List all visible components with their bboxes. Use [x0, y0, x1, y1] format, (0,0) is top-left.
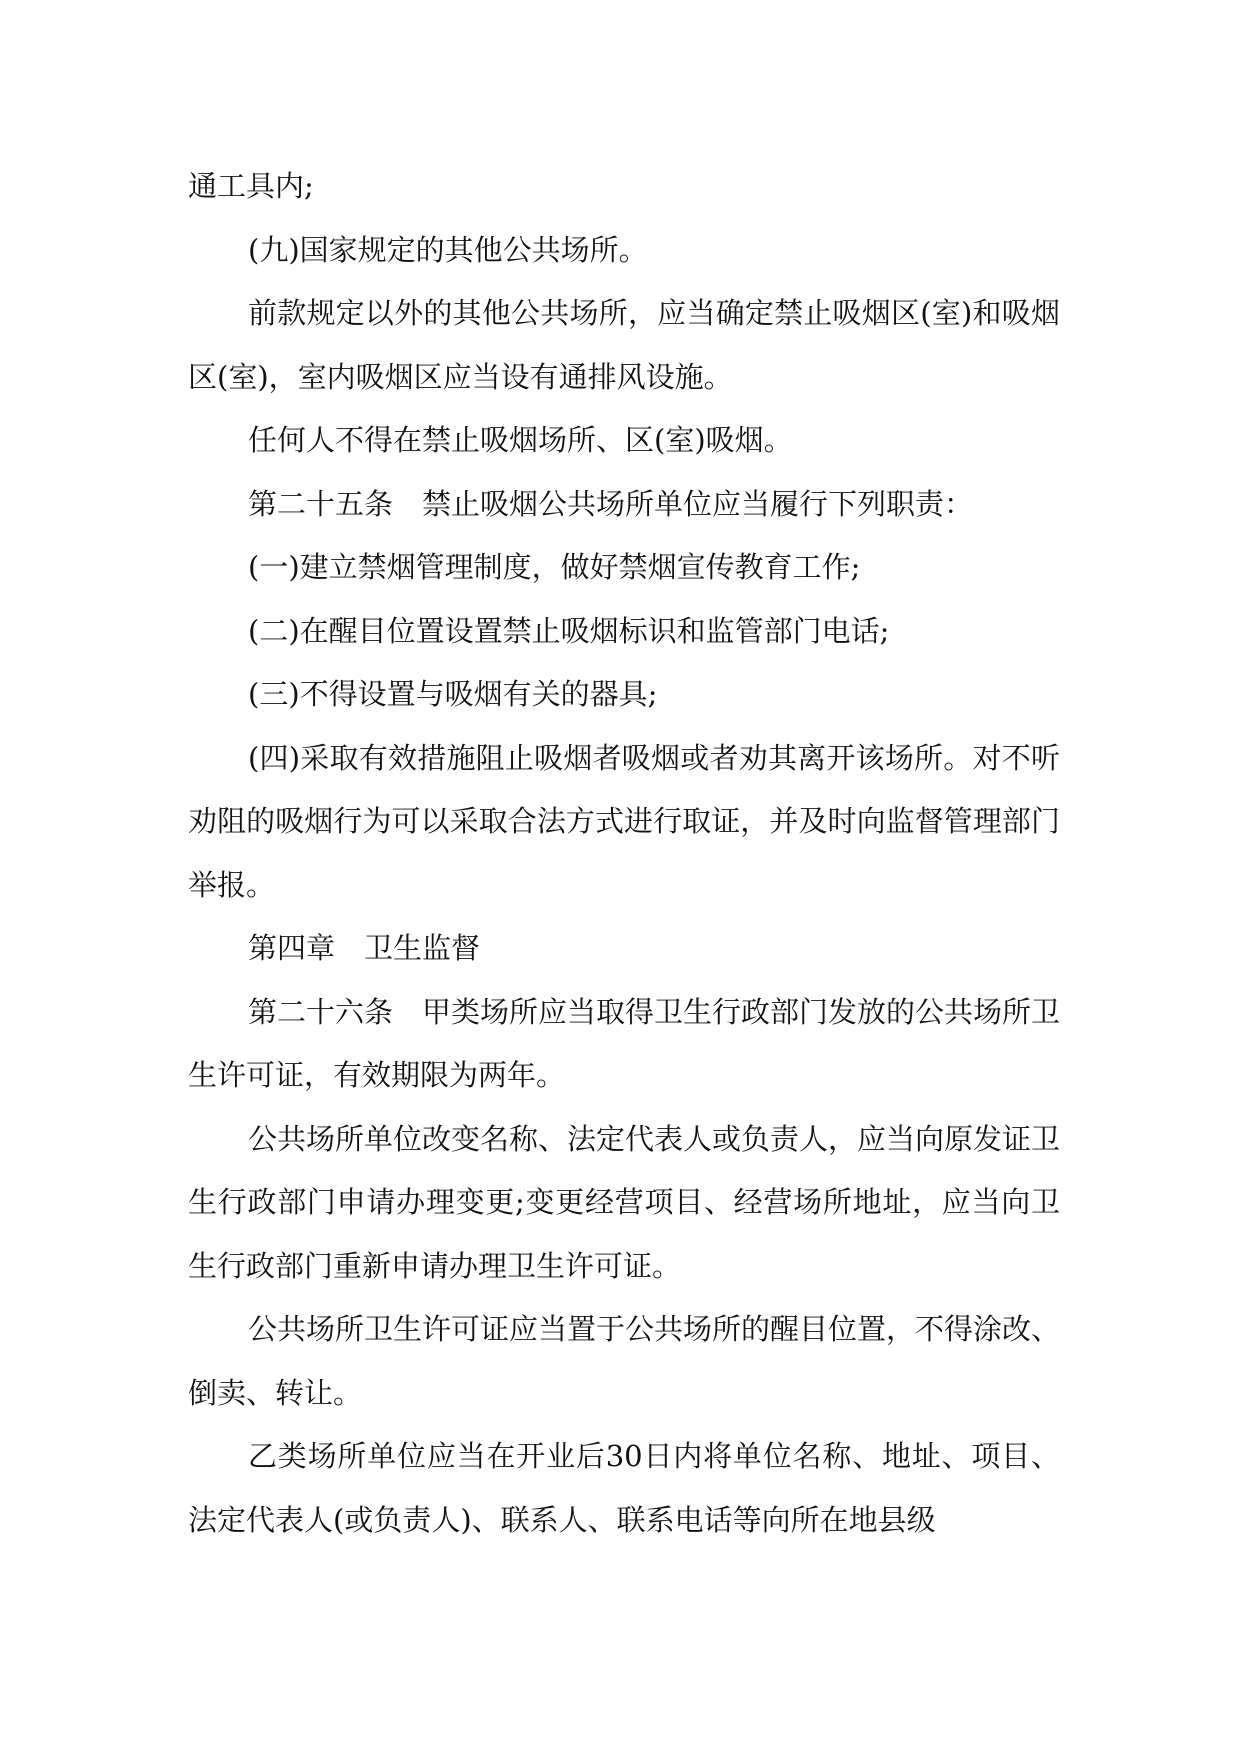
paragraph-item-nine: (九)国家规定的其他公共场所。: [248, 232, 648, 267]
paragraph-smoking-areas: 前款规定以外的其他公共场所，应当确定禁止吸烟区(室)和吸烟区(室)，室内吸烟区应当设有通排风设施。: [188, 296, 1060, 394]
article-twenty-five-heading: 第二十五条 禁止吸烟公共场所单位应当履行下列职责：: [248, 486, 974, 521]
paragraph-class-b-filing: 乙类场所单位应当在开业后30日内将单位名称、地址、项目、法定代表人(或负责人)、联系人、联系电话等向所在地县级: [188, 1439, 1060, 1537]
paragraph-license-display: 公共场所卫生许可证应当置于公共场所的醒目位置，不得涂改、倒卖、转让。: [188, 1312, 1061, 1410]
paragraph-no-smoking-rule: 任何人不得在禁止吸烟场所、区(室)吸烟。: [248, 423, 793, 457]
paragraph-duty-three: (三)不得设置与吸烟有关的器具;: [248, 677, 658, 711]
document-body: [188, 155, 1060, 1552]
article-twenty-six: 第二十六条 甲类场所应当取得卫生行政部门发放的公共场所卫生许可证，有效期限为两年。: [188, 994, 1061, 1092]
paragraph-transport-tools: 通工具内;: [188, 169, 314, 203]
chapter-four-heading: 第四章 卫生监督: [248, 931, 481, 965]
paragraph-license-changes: 公共场所单位改变名称、法定代表人或负责人，应当向原发证卫生行政部门申请办理变更;变更经营项目、经营场所地址，应当向卫生行政部门重新申请办理卫生许可证。: [188, 1121, 1061, 1283]
paragraph-duty-one: (一)建立禁烟管理制度，做好禁烟宣传教育工作;: [248, 550, 861, 584]
paragraph-duty-two: (二)在醒目位置设置禁止吸烟标识和监管部门电话;: [248, 613, 890, 648]
paragraph-duty-four: (四)采取有效措施阻止吸烟者吸烟或者劝其离开该场所。对不听劝阻的吸烟行为可以采取合法方式进行取证，并及时向监督管理部门举报。: [188, 740, 1060, 902]
